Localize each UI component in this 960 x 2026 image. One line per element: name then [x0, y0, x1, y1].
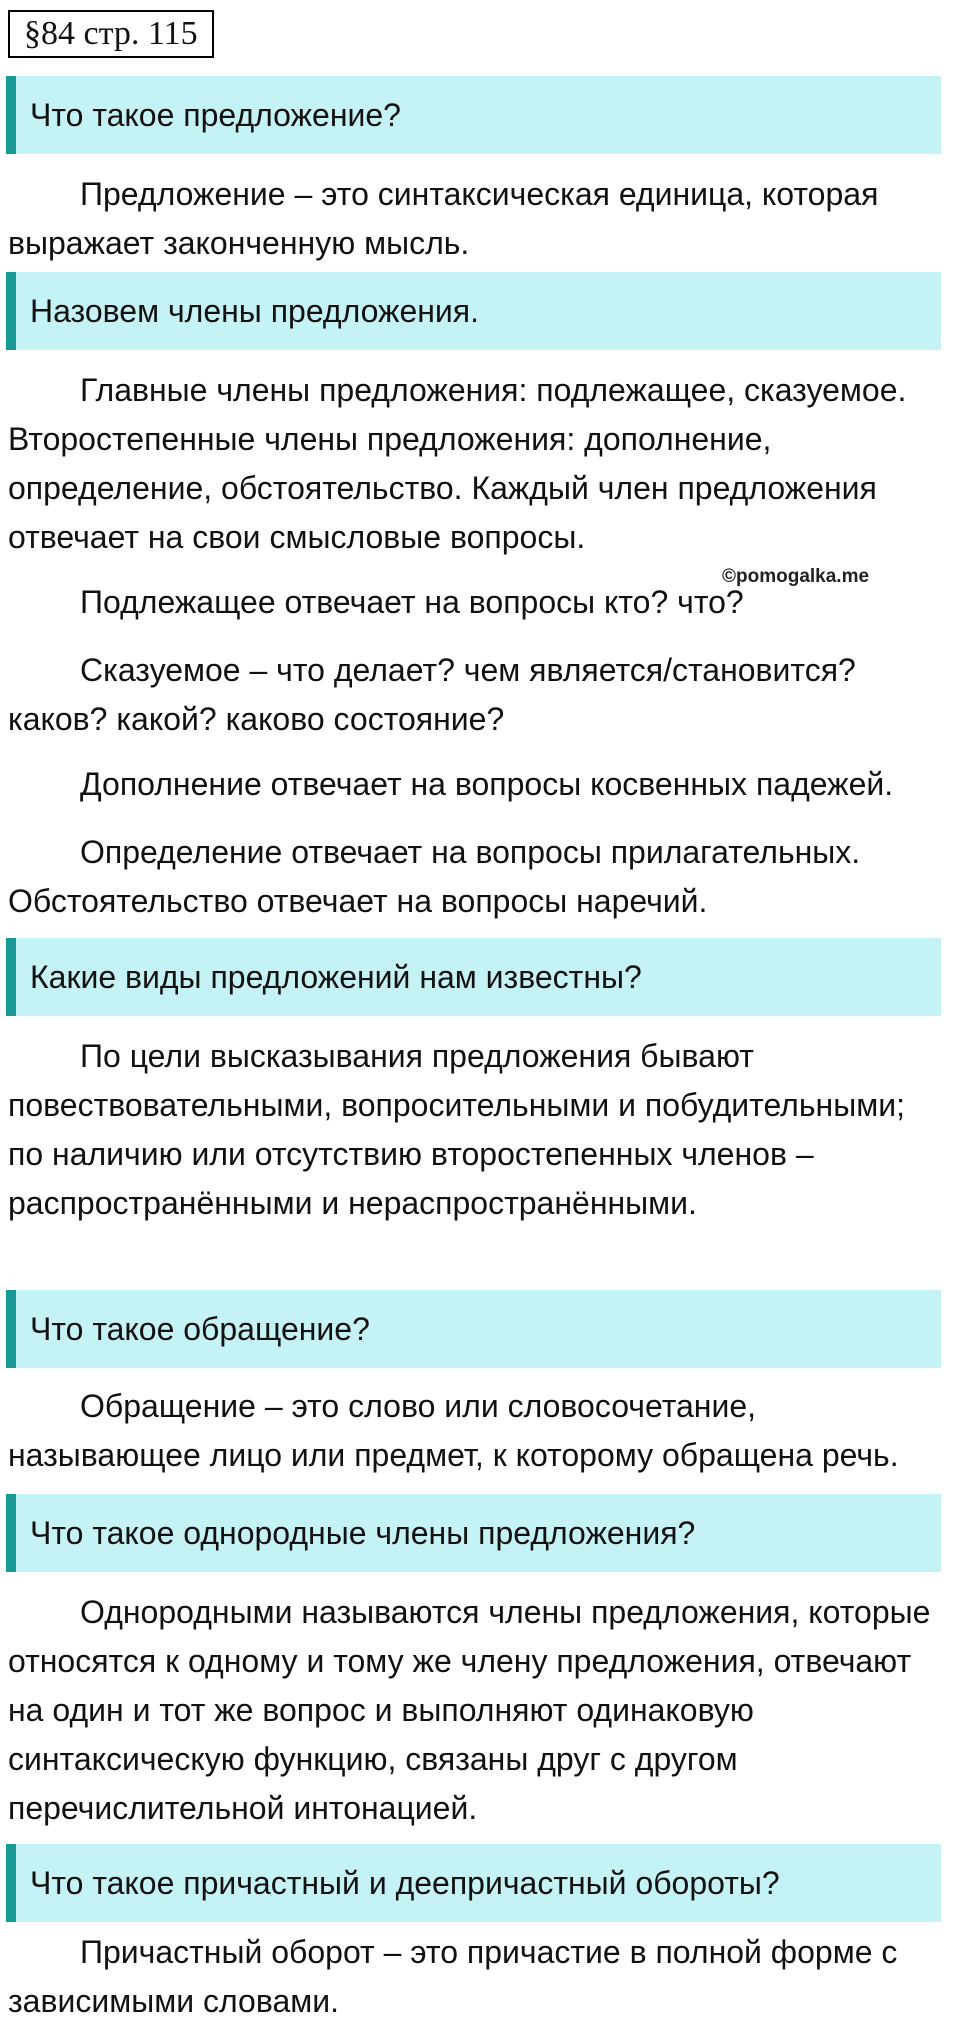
- answer-paragraph: Определение отвечает на вопросы прилагательных. Обстоятельство отвечает на вопросы наречий.: [8, 834, 861, 919]
- answer-paragraph: Сказуемое – что делает? чем является/становится? каков? какой? каково состояние?: [8, 652, 856, 737]
- answer-paragraph: По цели высказывания предложения бывают повествовательными, вопросительными и побудительными; по наличию или отсутствию второстепенных членов – распространёнными и нераспространёнными.: [8, 1038, 905, 1221]
- question-heading: Что такое обращение?: [6, 1290, 941, 1368]
- question-heading: Что такое предложение?: [6, 76, 941, 154]
- answer-paragraph: Однородными называются члены предложения, которые относятся к одному и тому же члену предложения, отвечают на один и тот же вопрос и выполняют одинаковую синтаксическую функцию, связаны друг с другом перечислительной интонацией.: [8, 1594, 931, 1826]
- watermark: ©pomogalka.me: [722, 566, 870, 587]
- answer-paragraph: Подлежащее отвечает на вопросы кто? что?: [80, 584, 744, 620]
- answer-paragraph: Главные члены предложения: подлежащее, сказуемое. Второстепенные члены предложения: дополнение, определение, обстоятельство. Каждый член предложения отвечает на свои смысловые вопросы.: [8, 372, 907, 555]
- question-heading: Что такое причастный и деепричастный обороты?: [6, 1844, 941, 1922]
- answer-paragraph: Дополнение отвечает на вопросы косвенных падежей.: [80, 766, 894, 802]
- answer-paragraph: Предложение – это синтаксическая единица, которая выражает законченную мысль.: [8, 176, 879, 261]
- question-heading: Что такое однородные члены предложения?: [6, 1494, 941, 1572]
- section-label: §84 стр. 115: [8, 10, 214, 58]
- answer-paragraph: Причастный оборот – это причастие в полной форме с зависимыми словами.: [8, 1934, 898, 2019]
- question-heading: Какие виды предложений нам известны?: [6, 938, 941, 1016]
- answer-paragraph: Обращение – это слово или словосочетание, называющее лицо или предмет, к которому обращена речь.: [8, 1388, 899, 1473]
- question-heading: Назовем члены предложения.: [6, 272, 941, 350]
